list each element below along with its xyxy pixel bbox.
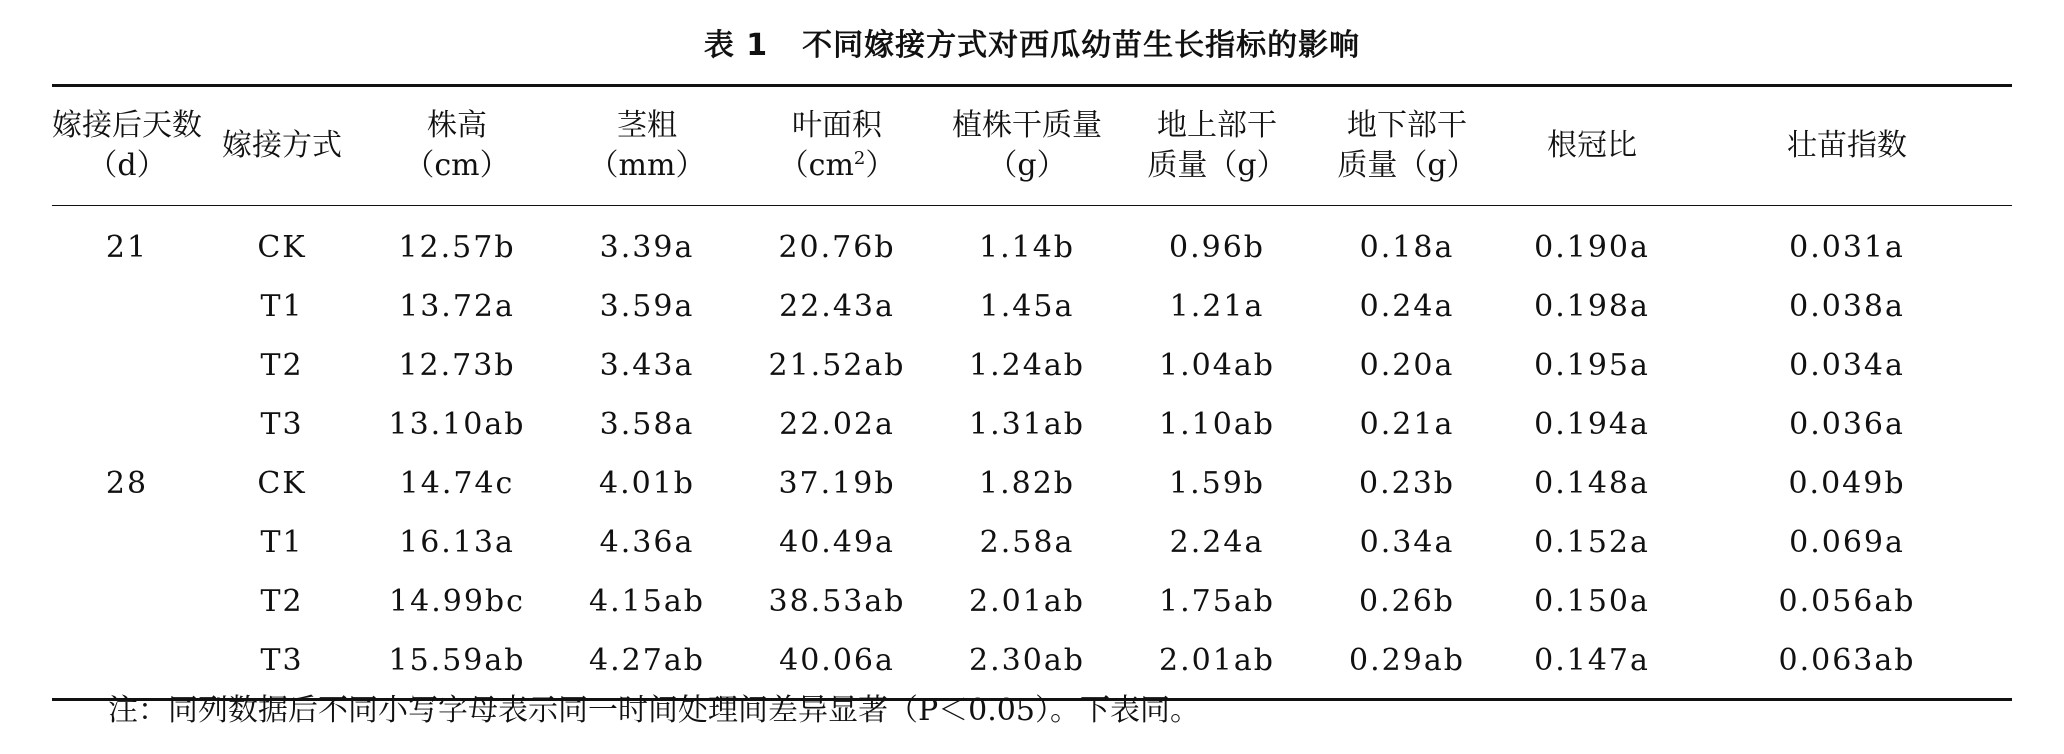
cell-value: 3.59a xyxy=(599,288,695,324)
cell-value: 4.15ab xyxy=(589,583,705,619)
cell-value: 0.031a xyxy=(1789,229,1905,265)
header-shoot-dry-mass: 地上部干 质量（g） xyxy=(1147,108,1287,183)
cell-value: 0.190a xyxy=(1534,229,1650,265)
cell-value: 0.038a xyxy=(1789,288,1905,324)
cell-value: 0.29ab xyxy=(1349,642,1465,678)
cell-value: 15.59ab xyxy=(388,642,526,678)
table-row xyxy=(52,572,2012,631)
table-row xyxy=(52,454,2012,513)
cell-method: CK xyxy=(257,465,307,501)
table-body xyxy=(52,206,2012,700)
header-plant-dry-mass: 植株干质量 （g） xyxy=(952,108,1102,183)
cell-value: 1.10ab xyxy=(1159,406,1275,442)
data-table xyxy=(52,84,2012,701)
cell-value: 0.150a xyxy=(1534,583,1650,619)
cell-value: 0.20a xyxy=(1359,347,1455,383)
cell-value: 4.27ab xyxy=(589,642,705,678)
table-row xyxy=(52,277,2012,336)
cell-value: 20.76b xyxy=(778,229,896,265)
cell-value: 0.96b xyxy=(1168,229,1265,265)
cell-value: 0.056ab xyxy=(1778,583,1916,619)
cell-method: CK xyxy=(257,229,307,265)
header-row xyxy=(52,86,2012,206)
cell-value: 14.99bc xyxy=(389,583,525,619)
cell-days xyxy=(52,336,202,395)
cell-days xyxy=(52,572,202,631)
cell-value: 2.01ab xyxy=(969,583,1085,619)
table-header xyxy=(52,86,2012,206)
cell-method: T2 xyxy=(260,347,304,383)
cell-method: T1 xyxy=(260,524,304,560)
cell-value: 1.45a xyxy=(979,288,1075,324)
table-row xyxy=(52,395,2012,454)
cell-value: 1.75ab xyxy=(1159,583,1275,619)
header-stem-diameter: 茎粗 （mm） xyxy=(588,108,706,183)
cell-value: 0.21a xyxy=(1359,406,1455,442)
cell-value: 1.04ab xyxy=(1159,347,1275,383)
cell-value: 13.10ab xyxy=(388,406,526,442)
cell-value: 2.58a xyxy=(979,524,1075,560)
cell-value: 0.147a xyxy=(1534,642,1650,678)
cell-value: 0.034a xyxy=(1789,347,1905,383)
table-footnote: 注：同列数据后不同小写字母表示同一时间处理间差异显著（P＜0.05）。下表同。 xyxy=(108,693,1200,728)
header-seedling-index: 壮苗指数 xyxy=(1787,128,1907,163)
cell-value: 13.72a xyxy=(399,288,515,324)
header-plant-height: 株高 （cm） xyxy=(404,108,510,183)
cell-value: 40.06a xyxy=(779,642,895,678)
cell-method: T3 xyxy=(260,642,304,678)
cell-value: 1.59b xyxy=(1168,465,1265,501)
cell-value: 0.195a xyxy=(1534,347,1650,383)
cell-value: 1.14b xyxy=(978,229,1075,265)
header-root-dry-mass: 地下部干 质量（g） xyxy=(1337,108,1477,183)
table-row xyxy=(52,336,2012,395)
cell-value: 0.148a xyxy=(1534,465,1650,501)
header-leaf-area: 叶面积 $(cm^2)$ xyxy=(778,108,896,183)
cell-value: 3.39a xyxy=(599,229,695,265)
table-row xyxy=(52,513,2012,572)
cell-value: 12.57b xyxy=(398,229,516,265)
cell-value: 0.26b xyxy=(1358,583,1455,619)
cell-value: 1.82b xyxy=(978,465,1075,501)
cell-value: 40.49a xyxy=(779,524,895,560)
header-days: 嫁接后天数 （d） xyxy=(52,108,202,183)
cell-value: 16.13a xyxy=(399,524,515,560)
cell-value: 37.19b xyxy=(778,465,896,501)
cell-value: 2.30ab xyxy=(969,642,1085,678)
cell-value: 4.36a xyxy=(599,524,695,560)
cell-value: 0.152a xyxy=(1534,524,1650,560)
cell-value: 0.036a xyxy=(1789,406,1905,442)
table-row xyxy=(52,206,2012,278)
cell-value: 0.063ab xyxy=(1778,642,1916,678)
cell-method: T1 xyxy=(260,288,304,324)
cell-value: 0.069a xyxy=(1789,524,1905,560)
cell-value: 38.53ab xyxy=(768,583,906,619)
table-caption-label: 表 1 xyxy=(703,28,769,63)
cell-days: 28 xyxy=(105,465,149,501)
cell-days xyxy=(52,277,202,336)
cell-value: 0.18a xyxy=(1359,229,1455,265)
cell-value: 12.73b xyxy=(398,347,516,383)
cell-value: 4.01b xyxy=(598,465,695,501)
cell-value: 21.52ab xyxy=(768,347,906,383)
cell-days xyxy=(52,395,202,454)
cell-value: 0.194a xyxy=(1534,406,1650,442)
table-caption xyxy=(0,24,2064,68)
cell-value: 0.198a xyxy=(1534,288,1650,324)
cell-method: T2 xyxy=(260,583,304,619)
cell-days: 21 xyxy=(105,229,149,265)
header-method: 嫁接方式 xyxy=(222,128,342,163)
cell-days xyxy=(52,513,202,572)
cell-value: 0.23b xyxy=(1358,465,1455,501)
cell-value: 2.01ab xyxy=(1159,642,1275,678)
cell-value: 2.24a xyxy=(1169,524,1265,560)
cell-value: 22.43a xyxy=(779,288,895,324)
cell-value: 0.049b xyxy=(1788,465,1906,501)
cell-value: 14.74c xyxy=(399,465,515,501)
cell-value: 0.24a xyxy=(1359,288,1455,324)
table-caption-title: 不同嫁接方式对西瓜幼苗生长指标的影响 xyxy=(802,28,1361,63)
cell-value: 3.43a xyxy=(599,347,695,383)
cell-value: 0.34a xyxy=(1359,524,1455,560)
cell-value: 3.58a xyxy=(599,406,695,442)
cell-value: 22.02a xyxy=(779,406,895,442)
cell-value: 1.21a xyxy=(1169,288,1265,324)
header-root-shoot-ratio: 根冠比 xyxy=(1547,128,1637,163)
cell-value: 1.31ab xyxy=(969,406,1085,442)
cell-method: T3 xyxy=(260,406,304,442)
cell-value: 1.24ab xyxy=(969,347,1085,383)
